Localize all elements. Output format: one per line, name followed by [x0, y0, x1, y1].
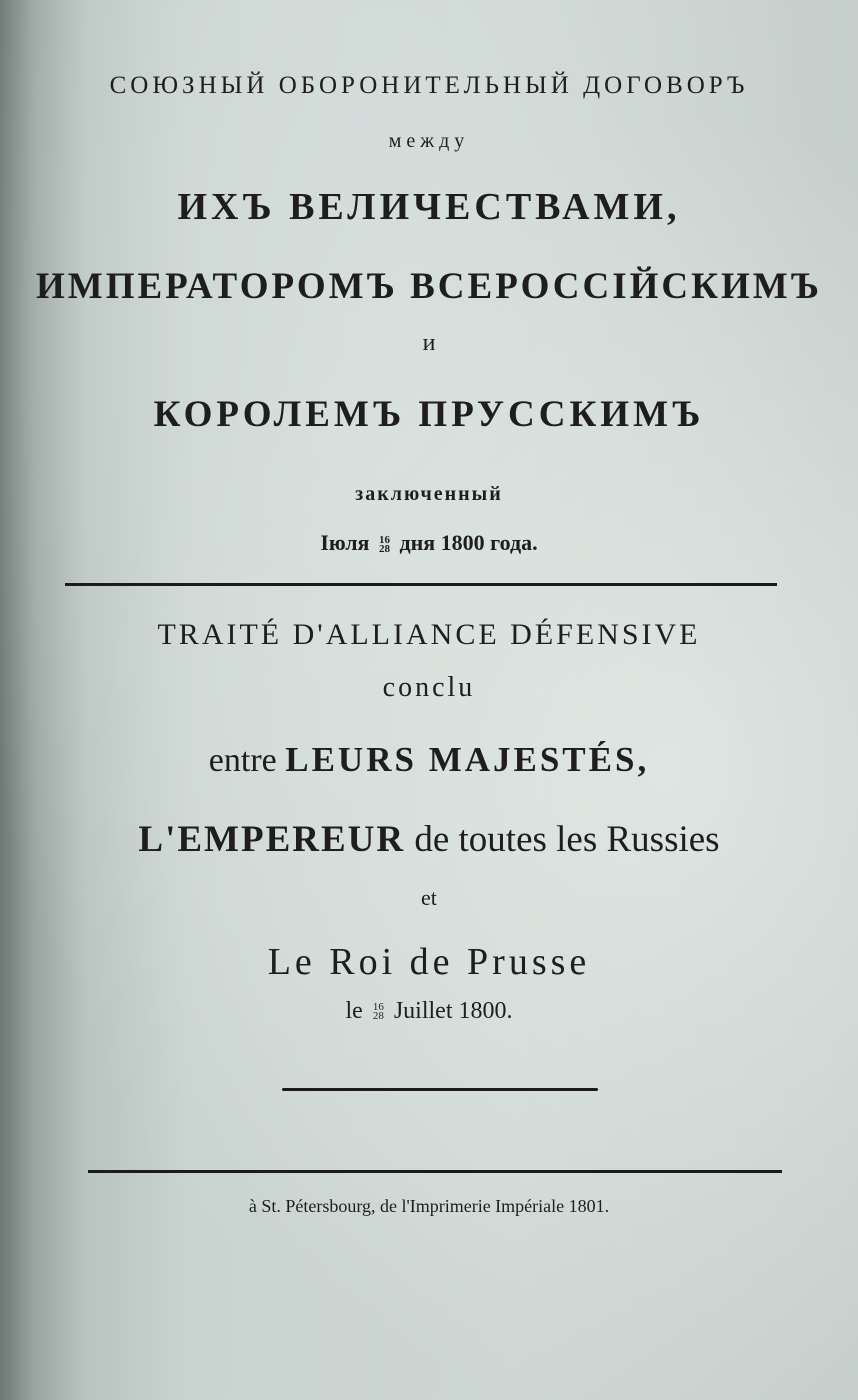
ru-date-suffix: дня 1800 года. [399, 530, 538, 555]
fr-conclu: conclu [382, 672, 476, 703]
ru-their-majesties: ИХЪ ВЕЛИЧЕСТВАМИ, [177, 186, 681, 228]
ru-king-line: КОРОЛЕМЪ ПРУССКИМЪ [153, 394, 705, 435]
fr-date-line [0, 998, 858, 1025]
fr-majesties-line [0, 740, 858, 780]
fr-emperor-line [0, 818, 858, 861]
ru-date-numerator: 16 [378, 533, 390, 546]
fr-roi-de-prusse: Le Roi de Prusse [267, 941, 591, 983]
ru-date-denominator: 28 [378, 542, 390, 555]
fr-empereur: L'EMPEREUR [138, 819, 406, 860]
ru-between: между [388, 130, 470, 152]
ru-date-fraction [378, 533, 390, 555]
fr-russies: de toutes les Russies [414, 819, 720, 860]
fr-date-suffix: Juillet 1800. [393, 998, 513, 1024]
ru-concluded: заключенный [355, 483, 503, 505]
fr-entre: entre [208, 742, 277, 779]
fr-title-line: TRAITÉ D'ALLIANCE DÉFENSIVE [157, 618, 701, 651]
fr-date-prefix: le [345, 998, 363, 1024]
bottom-divider [88, 1170, 782, 1173]
ornament-rule [282, 1088, 598, 1091]
ru-emperor-line: ИМПЕРАТОРОМЪ ВСЕРОССІЙСКИМЪ [36, 266, 822, 307]
fr-date-fraction [373, 1003, 384, 1021]
ru-title-line: СОЮЗНЫЙ ОБОРОНИТЕЛЬНЫЙ ДОГОВОРЪ [109, 72, 749, 99]
top-divider [65, 583, 777, 586]
ru-date-line [0, 530, 858, 556]
fr-et: et [421, 885, 437, 910]
ru-and: и [422, 330, 436, 356]
imprint-line: à St. Pétersbourg, de l'Imprimerie Impériale 1801. [248, 1196, 610, 1216]
fr-leurs-majestes: LEURS MAJESTÉS, [285, 740, 650, 779]
fr-date-denominator: 28 [372, 1010, 384, 1023]
fr-date-numerator: 16 [372, 1001, 384, 1014]
ru-date-prefix: Іюля [320, 530, 370, 555]
